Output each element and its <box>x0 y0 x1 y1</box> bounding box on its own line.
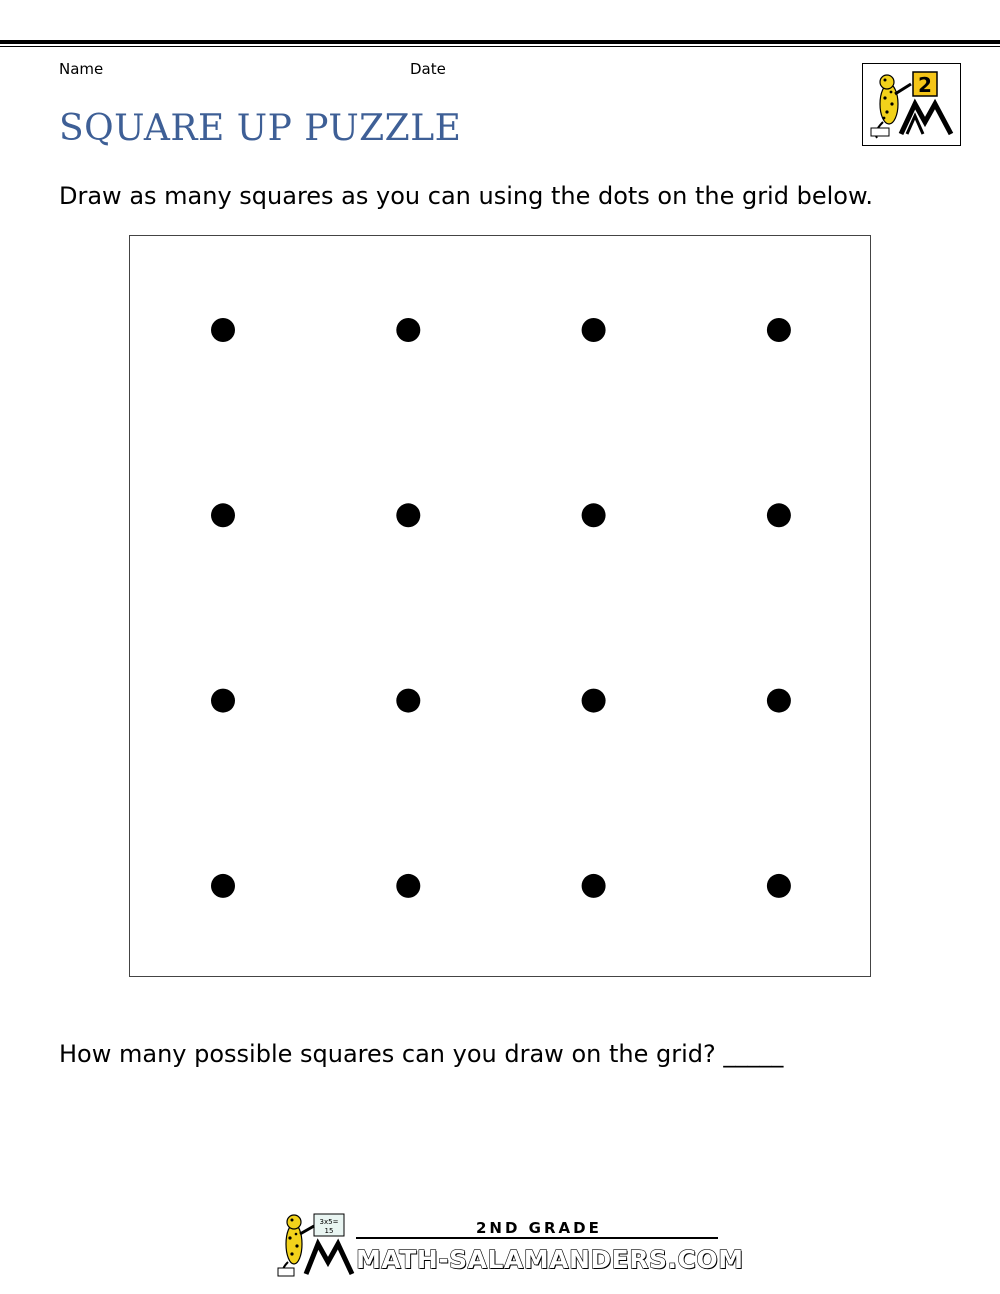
page-title: SQUARE UP PUZZLE <box>59 108 462 149</box>
footer-site-link[interactable]: MATH-SALAMANDERS.COM <box>356 1245 744 1274</box>
grid-dot[interactable] <box>211 503 235 527</box>
grade-logo <box>862 63 961 146</box>
grade-badge-number: 2 <box>918 73 932 97</box>
grid-dot[interactable] <box>767 503 791 527</box>
salamander-logo-icon <box>863 64 959 144</box>
grid-dot[interactable] <box>767 318 791 342</box>
grid-dot[interactable] <box>211 318 235 342</box>
grid-dot[interactable] <box>211 689 235 713</box>
grid-dot[interactable] <box>396 689 420 713</box>
grid-dot[interactable] <box>582 874 606 898</box>
instruction-text: Draw as many squares as you can using the dots on the grid below. <box>59 182 873 210</box>
grid-dot[interactable] <box>396 503 420 527</box>
name-label: Name <box>59 60 104 78</box>
grid-dot[interactable] <box>767 689 791 713</box>
grid-dot[interactable] <box>582 689 606 713</box>
grid-dot[interactable] <box>211 874 235 898</box>
grid-dot[interactable] <box>396 318 420 342</box>
dot-grid-canvas[interactable] <box>130 236 870 976</box>
grid-dot[interactable] <box>582 503 606 527</box>
date-label: Date <box>410 60 446 78</box>
grid-dot[interactable] <box>582 318 606 342</box>
grid-dot[interactable] <box>396 874 420 898</box>
footer-grade: 2ND GRADE <box>476 1219 602 1237</box>
header-rule-thin <box>0 46 1000 47</box>
dot-grid[interactable] <box>129 235 871 977</box>
header-rule-thick <box>0 40 1000 44</box>
grid-dot[interactable] <box>767 874 791 898</box>
svg-text:15: 15 <box>324 1227 334 1235</box>
board-text: 3x5= <box>319 1218 339 1226</box>
question-text: How many possible squares can you draw on the grid? _____ <box>59 1040 784 1068</box>
